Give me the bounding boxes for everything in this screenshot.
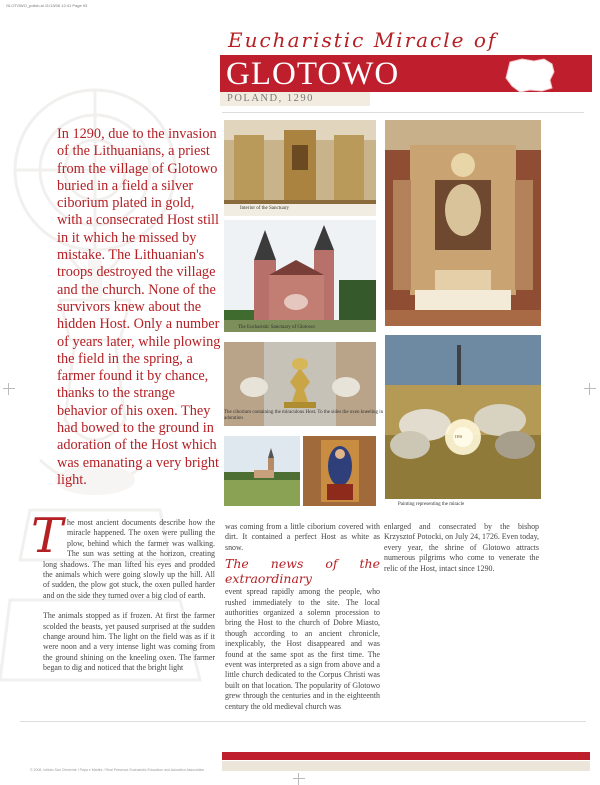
photo-sanctuary-interior [224,120,376,216]
print-slug: GLOTOWO_polish.ai 11/13/06 12:41 Page 93 [6,3,88,8]
page-title: GLOTOWO [226,56,400,92]
title-line1: Eucharistic Miracle of [228,28,498,52]
intro-text: In 1290, due to the invasion of the Lithuanians, a priest from the village of Glotowo buried in a field a silver ciborium plated in gold, with a consecrated Host still in it which he missed by mistake. The Lithuanian's troops destroyed the village and the church. None of the survivors knew about the hidden Host. Only a number of years later, while plowing the field in the spring, a farmer found it by chance, thanks to the strange behavior of his oxen. They had bowed to the ground in adoration of the Host which was emanating a very bright light. [57,126,221,488]
body-column-1 [31,508,215,684]
body-paragraph: he most ancient documents describe how the miracle happened. The oxen were pulling the plow, behind which the farmer was walking. The sun was setting at the horizon, creating long shadows. The man lifted his eyes and prodded the animals which were going slowly up the hill. All of sudden, the plow got stuck, the oxen pulled harder and on the side they turned over a big clod of earth. [43,518,215,600]
caption-sanctuary-exterior: The Eucharistic Sanctuary of Glotowo [238,325,315,330]
body-column-3 [384,522,539,584]
footer-bar [222,752,590,760]
photo-altar [385,120,541,326]
body-column-2 [225,522,380,722]
copyright-footer: © 2006, Istituto San Clemente I Papa e Martire / Real Presence Eucharistic Education and Adoration Association [30,768,205,772]
body-paragraph: enlarged and consecrated by the bishop Krzysztof Potocki, on July 24, 1726. Even today, every year, the shrine of Glotowo attracts numerous pilgrims who come to venerate the relic of the Host, intact since 1290. [384,522,539,573]
caption-ciborium: The ciborium containing the miraculous Host. To the sides the oxen kneeling in adoration [224,410,384,421]
caption-sanctuary-interior: Interior of the Sanctuary [240,206,290,211]
divider [222,112,584,113]
body-paragraph: The animals stopped as if frozen. At first the farmer scolded the beasts, yet paused surprised at the sudden change around him. The light on the field was as if it were noon and a very intense light was coming from the ground shining on the kneeling oxen. The farmer began to dig and noticed that the bright light [43,611,215,673]
body-paragraph: was coming from a little ciborium covered with dirt. It contained a perfect Host as white as snow. [225,522,380,552]
host-label: IHS [455,434,463,439]
photo-sanctuary-exterior [224,220,376,332]
photo-village [224,436,300,506]
caption-miracle-painting: Painting representing the miracle [398,502,465,507]
drop-cap: T [31,508,64,564]
subtitle: POLAND, 1290 [227,93,314,104]
footer-band [222,761,590,771]
photo-miracle-painting [385,335,541,499]
divider [20,721,586,722]
section-subhead: The news of the extraordinary [225,556,380,587]
crop-mark [584,383,596,395]
crop-mark [293,773,305,785]
body-paragraph: event spread rapidly among the people, who rushed immediately to the site. The local authorities organized a solemn procession to bring the Host to the church of Dobre Miasto, though according to an ancient chronicle, inexplicably, the Host disappeared and was found at the same spot as the first time. The event was interpreted as a sign from above and a little church dedicated to the Corpus Christi was built on that location. The popularity of Glotowo grew through the centuries and in the eighteenth century the old medieval church was [225,587,380,711]
photo-madonna-painting [303,436,376,506]
poland-map-icon [500,56,560,94]
